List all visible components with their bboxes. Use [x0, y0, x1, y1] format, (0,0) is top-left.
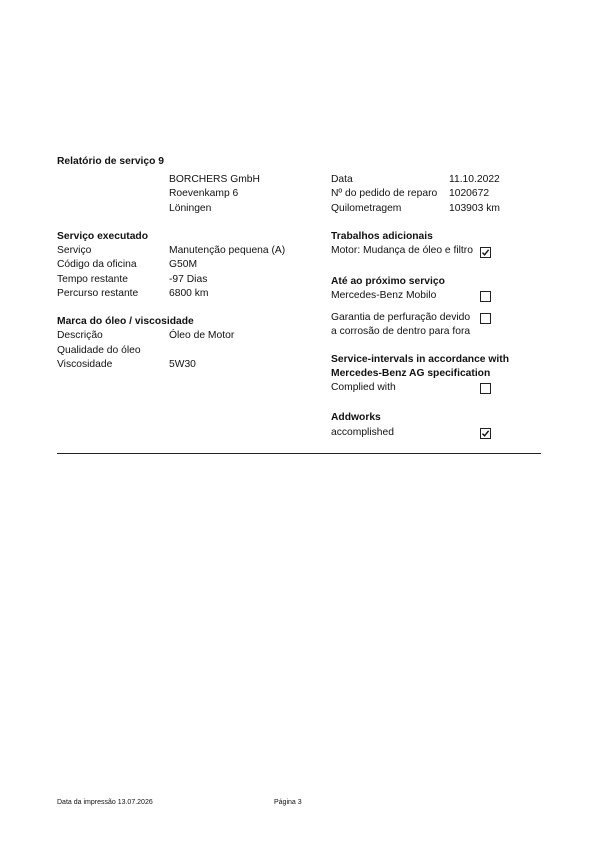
additional-work-heading: Trabalhos adicionais [331, 231, 433, 242]
next-service-heading: Até ao próximo serviço [331, 276, 445, 287]
oil-quality-label: Qualidade do óleo [57, 345, 141, 356]
dealer-street: Roevenkamp 6 [169, 188, 239, 199]
service-intervals-heading-line1: Service-intervals in accordance with [331, 354, 509, 365]
complied-with-label: Complied with [331, 382, 396, 393]
section-divider [57, 453, 541, 454]
oil-description-label: Descrição [57, 330, 103, 341]
complied-with-checkbox[interactable] [480, 383, 491, 394]
distance-remaining-value: 6800 km [169, 288, 209, 299]
mileage-label: Quilometragem [331, 203, 402, 214]
dealer-city: Löningen [169, 203, 212, 214]
service-label: Serviço [57, 245, 92, 256]
oil-filter-change-label: Motor: Mudança de óleo e filtro [331, 245, 473, 256]
corrosion-warranty-label-line1: Garantia de perfuração devido [331, 312, 471, 323]
mobilo-label: Mercedes-Benz Mobilo [331, 290, 437, 301]
repair-order-value: 1020672 [449, 188, 490, 199]
report-title: Relatório de serviço 9 [57, 156, 165, 167]
oil-filter-change-checkbox[interactable] [480, 247, 491, 258]
dealer-name: BORCHERS GmbH [169, 174, 260, 185]
time-remaining-value: -97 Dias [169, 274, 208, 285]
oil-description-value: Óleo de Motor [169, 330, 235, 341]
workshop-code-value: G50M [169, 259, 198, 270]
service-value: Manutenção pequena (A) [169, 245, 286, 256]
time-remaining-label: Tempo restante [57, 274, 128, 285]
oil-heading: Marca do óleo / viscosidade [57, 316, 194, 327]
viscosity-value: 5W30 [169, 359, 196, 370]
date-label: Data [331, 174, 353, 185]
service-heading: Serviço executado [57, 231, 148, 242]
corrosion-warranty-label-line2: a corrosão de dentro para fora [331, 326, 471, 337]
checkmark-icon [481, 429, 490, 438]
workshop-code-label: Código da oficina [57, 259, 137, 270]
mileage-value: 103903 km [449, 203, 500, 214]
distance-remaining-label: Percurso restante [57, 288, 139, 299]
print-date: Data da impressão 13.07.2026 [57, 799, 153, 806]
page-number: Página 3 [274, 799, 302, 806]
addworks-heading: Addworks [331, 412, 381, 423]
date-value: 11.10.2022 [449, 174, 500, 185]
corrosion-warranty-checkbox[interactable] [480, 313, 491, 324]
repair-order-label: Nº do pedido de reparo [331, 188, 438, 199]
accomplished-checkbox[interactable] [480, 428, 491, 439]
accomplished-label: accomplished [331, 427, 394, 438]
viscosity-label: Viscosidade [57, 359, 113, 370]
mobilo-checkbox[interactable] [480, 291, 491, 302]
checkmark-icon [481, 248, 490, 257]
service-intervals-heading-line2: Mercedes-Benz AG specification [331, 368, 491, 379]
